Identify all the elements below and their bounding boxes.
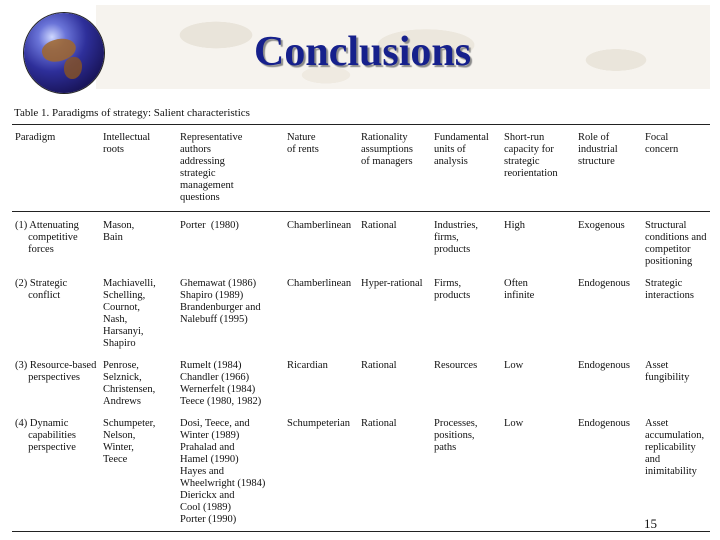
table-cell: Low (504, 418, 524, 429)
table-cell: Industries, firms, products (434, 220, 479, 255)
globe-icon (24, 13, 104, 93)
table-cell: Porter (1980) (180, 220, 239, 231)
header-bottom-rule (12, 211, 710, 212)
header-cell: Paradigm (15, 132, 56, 143)
table-top-rule (12, 124, 710, 125)
header-cell: Focal concern (645, 132, 679, 155)
table-bottom-rule (12, 531, 710, 532)
slide-header (0, 0, 720, 100)
header-cell: Intellectual roots (103, 132, 151, 155)
table-cell: Asset fungibility (645, 360, 690, 383)
table-cell: Rational (361, 418, 397, 429)
table-cell: Ricardian (287, 360, 328, 371)
table-cell: Rational (361, 360, 397, 371)
header-cell: Representative authors addressing strategic management questions (180, 132, 243, 203)
table-cell: (1) Attenuating competitive forces (15, 220, 79, 255)
table-cell: Schumpeterian (287, 418, 350, 429)
table-cell: Firms, products (434, 278, 471, 301)
table-cell: Rumelt (1984) Chandler (1966) Wernerfelt (1984) Teece (1980, 1982) (180, 360, 262, 407)
table-cell: Schumpeter, Nelson, Winter, Teece (103, 418, 156, 465)
header-cell: Role of industrial structure (578, 132, 618, 167)
table-cell: Low (504, 360, 524, 371)
slide-title: Conclusions (254, 29, 472, 75)
header-cell: Nature of rents (287, 132, 319, 155)
table-cell: Processes, positions, paths (434, 418, 478, 453)
table-cell: (3) Resource-based perspectives (15, 360, 97, 383)
header-cell: Rationality assumptions of managers (361, 132, 413, 167)
table-cell: Penrose, Selznick, Christensen, Andrews (103, 360, 156, 407)
table-cell: Endogenous (578, 278, 630, 289)
table-cell: High (504, 220, 525, 231)
table-cell: Endogenous (578, 360, 630, 371)
table-cell: Dosi, Teece, and Winter (1989) Prahalad and Hamel (1990) Hayes and Wheelwright (1984) Dierickx and Cool (1989) Porter (1990) (180, 418, 266, 525)
table-cell: Endogenous (578, 418, 630, 429)
table-cell: Exogenous (578, 220, 625, 231)
table-cell: (4) Dynamic capabilities perspective (15, 418, 76, 453)
table-cell: Ghemawat (1986) Shapiro (1989) Brandenburger and Nalebuff (1995) (180, 278, 261, 325)
table-cell: Strategic interactions (645, 278, 694, 301)
header-cell: Short-run capacity for strategic reorientation (504, 132, 558, 179)
table-cell: Asset accumulation, replicability and inimitability (645, 418, 705, 477)
table-cell: (2) Strategic conflict (15, 278, 68, 301)
table-cell: Chamberlinean (287, 278, 352, 289)
table-caption: Table 1. Paradigms of strategy: Salient characteristics (14, 107, 250, 119)
table-cell: Mason, Bain (103, 220, 135, 243)
table-cell: Hyper-rational (361, 278, 423, 289)
table-cell: Machiavelli, Schelling, Cournot, Nash, Harsanyi, Shapiro (103, 278, 156, 349)
page-number: 15 (644, 516, 657, 531)
table-cell: Rational (361, 220, 397, 231)
table-cell: Often infinite (504, 278, 535, 301)
table-cell: Structural conditions and competitor positioning (645, 220, 707, 267)
header-cell: Fundamental units of analysis (434, 132, 489, 167)
table-cell: Chamberlinean (287, 220, 352, 231)
table-cell: Resources (434, 360, 478, 371)
